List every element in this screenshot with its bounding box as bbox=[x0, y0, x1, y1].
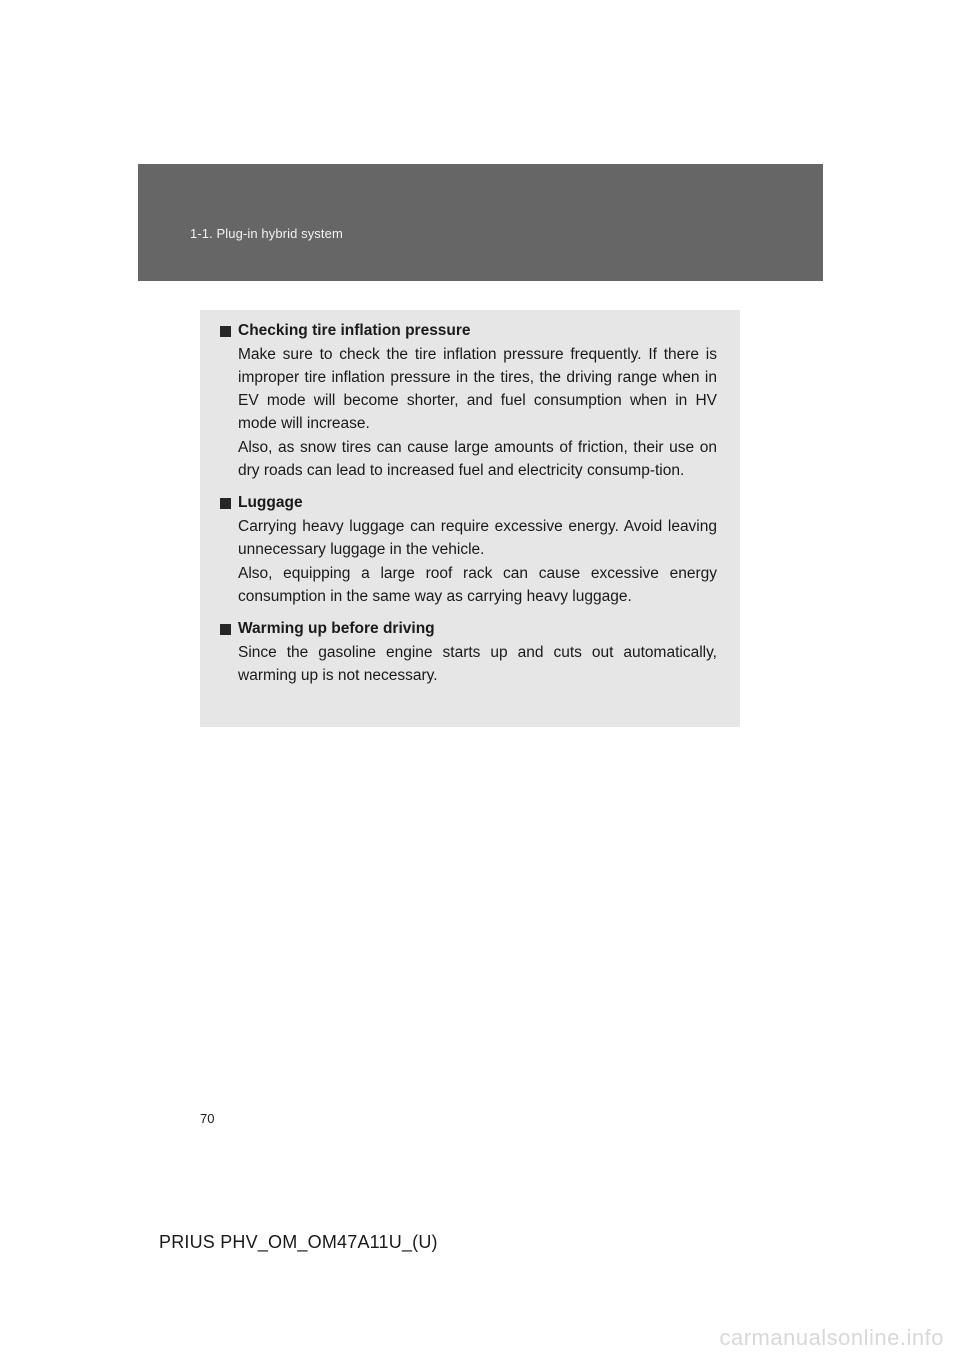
square-bullet-icon bbox=[220, 624, 231, 635]
info-box bbox=[200, 310, 740, 727]
item-paragraph: Carrying heavy luggage can require excessive energy. Avoid leaving unnecessary luggage in the vehicle. bbox=[238, 518, 717, 558]
section-header-bar bbox=[138, 164, 823, 281]
item-heading: Checking tire inflation pressure bbox=[238, 322, 471, 339]
section-title: 1-1. Plug-in hybrid system bbox=[190, 226, 343, 241]
item-heading: Luggage bbox=[238, 494, 303, 511]
info-item-tire-pressure bbox=[220, 320, 717, 482]
item-paragraph: Since the gasoline engine starts up and cuts out automatically, warming up is not necessary. bbox=[238, 644, 717, 684]
watermark: carmanualsonline.info bbox=[719, 1325, 944, 1350]
document-code: PRIUS PHV_OM_OM47A11U_(U) bbox=[159, 1232, 438, 1252]
page-number: 70 bbox=[200, 1111, 215, 1126]
item-paragraph: Also, equipping a large roof rack can cause excessive energy consumption in the same way as carrying heavy luggage. bbox=[238, 565, 717, 605]
info-item-warming-up bbox=[220, 618, 717, 687]
square-bullet-icon bbox=[220, 326, 231, 337]
square-bullet-icon bbox=[220, 498, 231, 509]
item-paragraph: Make sure to check the tire inflation pressure frequently. If there is improper tire inflation pressure in the tires, the driving range when in EV mode will become shorter, and fuel consumption when in HV mode will increase. bbox=[238, 346, 717, 432]
item-heading: Warming up before driving bbox=[238, 620, 435, 637]
item-paragraph: Also, as snow tires can cause large amounts of friction, their use on dry roads can lead to increased fuel and electricity consump-tion. bbox=[238, 439, 717, 479]
info-item-luggage bbox=[220, 492, 717, 608]
